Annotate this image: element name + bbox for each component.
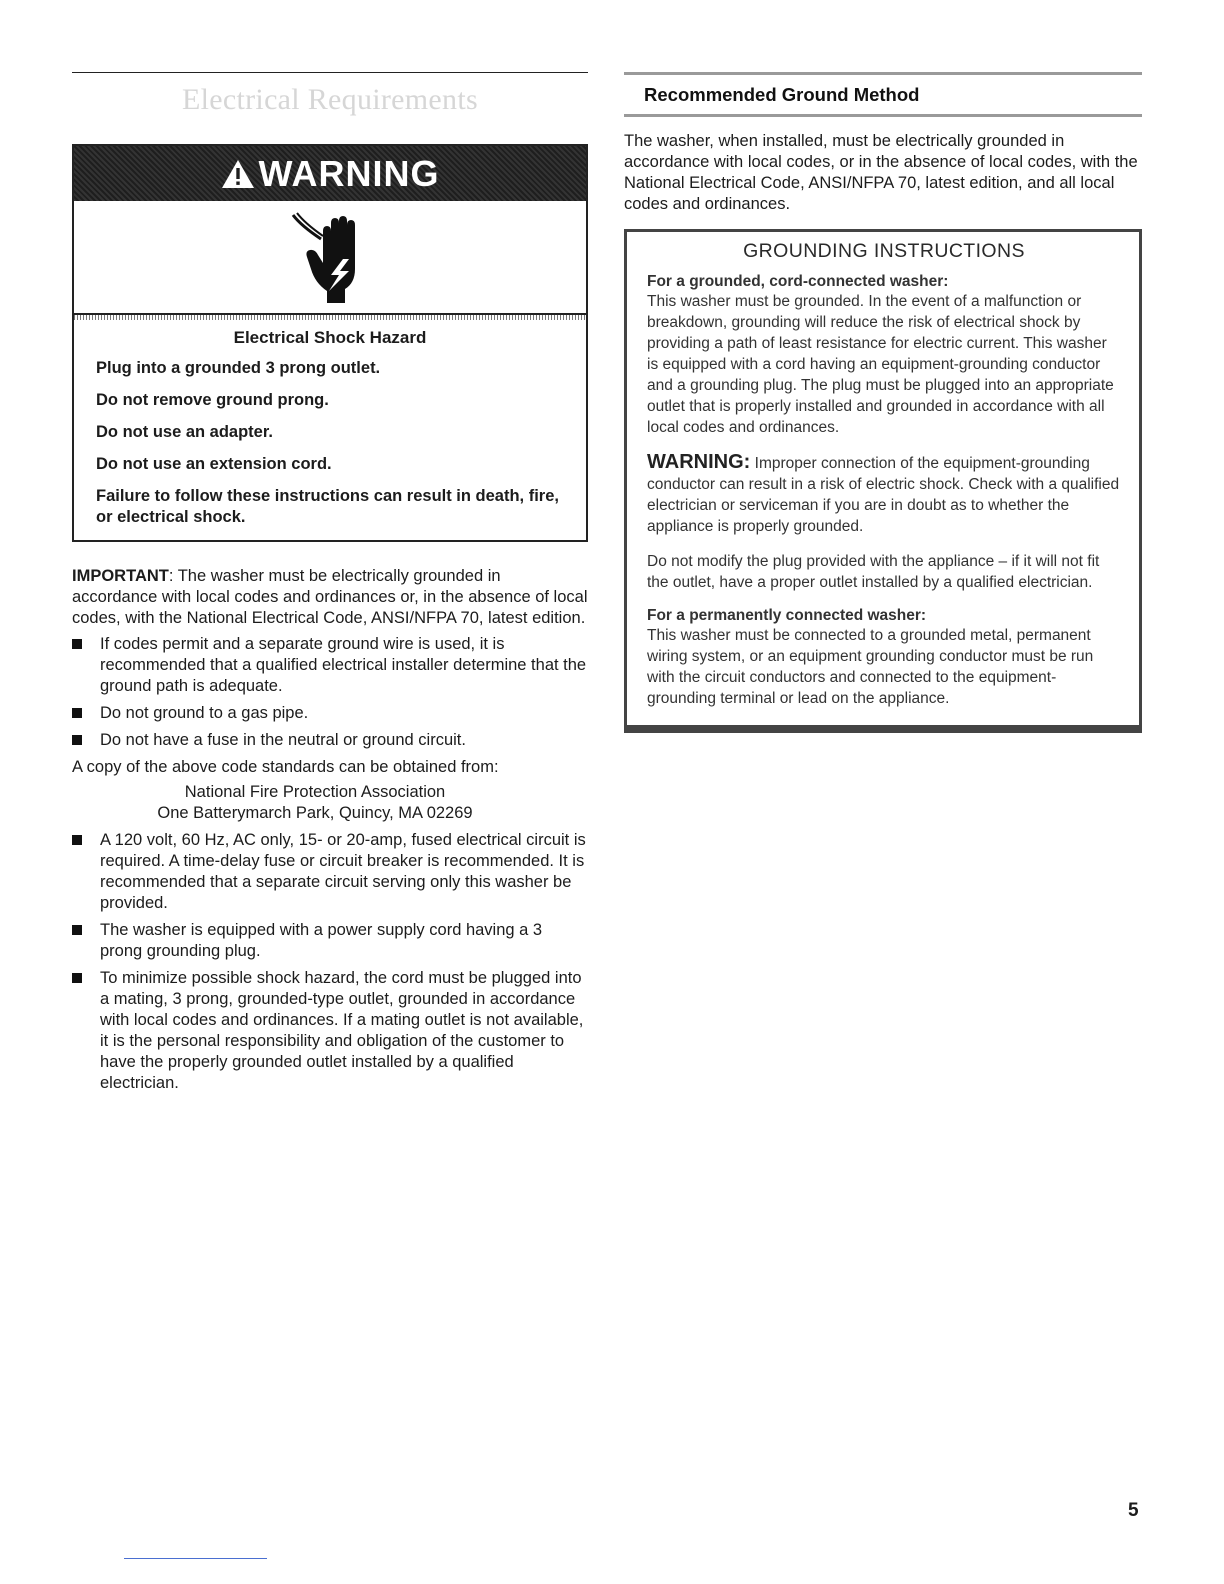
warning-text — [74, 320, 586, 540]
top-rule — [72, 72, 588, 73]
page-number: 5 — [1128, 1500, 1139, 1521]
list-item: To minimize possible shock hazard, the cord must be plugged into a mating, 3 prong, grounded-type outlet, grounded in accordance with local codes and ordinances. If a mating outlet is not available, it is the personal responsibility and obligation of the customer to have the properly grounded outlet installed by a qualified electrician. — [72, 968, 588, 1094]
shock-hazard-figure — [74, 201, 586, 313]
grounding-subheading: For a permanently connected washer: — [647, 607, 927, 624]
warning-banner — [74, 146, 586, 201]
warning-line: Do not use an extension cord. — [96, 455, 332, 473]
address-line: One Batterymarch Park, Quincy, MA 02269 — [157, 804, 473, 822]
list-item: A 120 volt, 60 Hz, AC only, 15- or 20-amp, fused electrical circuit is required. A time-delay fuse or circuit breaker is recommended. It is recommended that a separate circuit serving only this washer be provided. — [72, 830, 588, 914]
grounding-paragraph: This washer must be grounded. In the event of a malfunction or breakdown, grounding will reduce the risk of electrical shock by providing a path of least resistance for electric current. This washer is equipped with a cord having an equipment-grounding conductor and a grounding plug. The plug must be plugged into an appropriate outlet that is properly installed and grounded in accordance with all local codes and ordinances. — [647, 293, 1114, 436]
copy-paragraph: A copy of the above code standards can be obtained from: — [72, 758, 499, 776]
warning-box — [72, 144, 588, 542]
warning-line: Plug into a grounded 3 prong outlet. — [96, 359, 381, 377]
grounding-instructions-box — [624, 229, 1142, 733]
warning-line: Do not use an adapter. — [96, 423, 273, 441]
warning-separator — [74, 313, 586, 320]
square-bullet-icon — [72, 639, 82, 649]
right-column — [624, 72, 1142, 733]
grounding-subheading: For a grounded, cord-connected washer: — [647, 273, 949, 290]
grounding-paragraph: This washer must be connected to a grounded metal, permanent wiring system, or an equipment grounding conductor must be run with the circuit conductors and connected to the equipment-grounding terminal or lead on the appliance. — [647, 627, 1094, 707]
recommended-ground-intro: The washer, when installed, must be electrically grounded in accordance with local codes, or in the absence of local codes, with the National Electrical Code, ANSI/NFPA 70, latest edition, and all local codes and ordinances. — [624, 132, 1138, 213]
address-block — [72, 782, 588, 824]
list-item: The washer is equipped with a power supply cord having a 3 prong grounding plug. — [72, 920, 588, 962]
square-bullet-icon — [72, 708, 82, 718]
important-paragraph — [72, 566, 588, 629]
hazard-title: Electrical Shock Hazard — [233, 328, 427, 347]
warning-label: WARNING: — [647, 451, 751, 473]
list-item: Do not ground to a gas pipe. — [72, 703, 588, 724]
address-line: National Fire Protection Association — [184, 783, 446, 801]
grounding-title: GROUNDING INSTRUCTIONS — [743, 240, 1025, 262]
warning-line: Do not remove ground prong. — [96, 391, 329, 409]
section-title: Electrical Requirements — [182, 83, 478, 116]
warning-title: WARNING — [258, 152, 440, 194]
left-column — [72, 72, 588, 1100]
grounding-paragraph: Do not modify the plug provided with the appliance – if it will not fit the outlet, have a proper outlet installed by a qualified electrician. — [647, 553, 1100, 591]
warning-text: Improper connection of the equipment-grounding conductor can result in a risk of electric shock. Check with a qualified electrician or serviceman if you are in doubt as to whether the appliance is properly grounded. — [647, 455, 1120, 535]
square-bullet-icon — [72, 925, 82, 935]
square-bullet-icon — [72, 973, 82, 983]
footer-link-line — [124, 1558, 267, 1559]
recommended-ground-header: Recommended Ground Method — [624, 72, 1142, 117]
grounding-warning-paragraph — [647, 452, 1121, 537]
square-bullet-icon — [72, 835, 82, 845]
warning-line: Failure to follow these instructions can result in death, fire, or electrical shock. — [96, 487, 559, 526]
warning-triangle-icon — [221, 159, 255, 189]
important-label: IMPORTANT — [72, 567, 169, 585]
electric-shock-hand-icon — [285, 209, 375, 305]
important-text: : The washer must be electrically grounded in accordance with local codes and ordinances or, in the absence of local codes, with the National Electrical Code, ANSI/NFPA 70, latest edition. — [72, 567, 588, 627]
square-bullet-icon — [72, 735, 82, 745]
bullet-list-b — [72, 830, 588, 1094]
list-item: Do not have a fuse in the neutral or ground circuit. — [72, 730, 588, 751]
list-item: If codes permit and a separate ground wire is used, it is recommended that a qualified electrical installer determine that the ground path is adequate. — [72, 634, 588, 697]
bullet-list-a — [72, 634, 588, 751]
